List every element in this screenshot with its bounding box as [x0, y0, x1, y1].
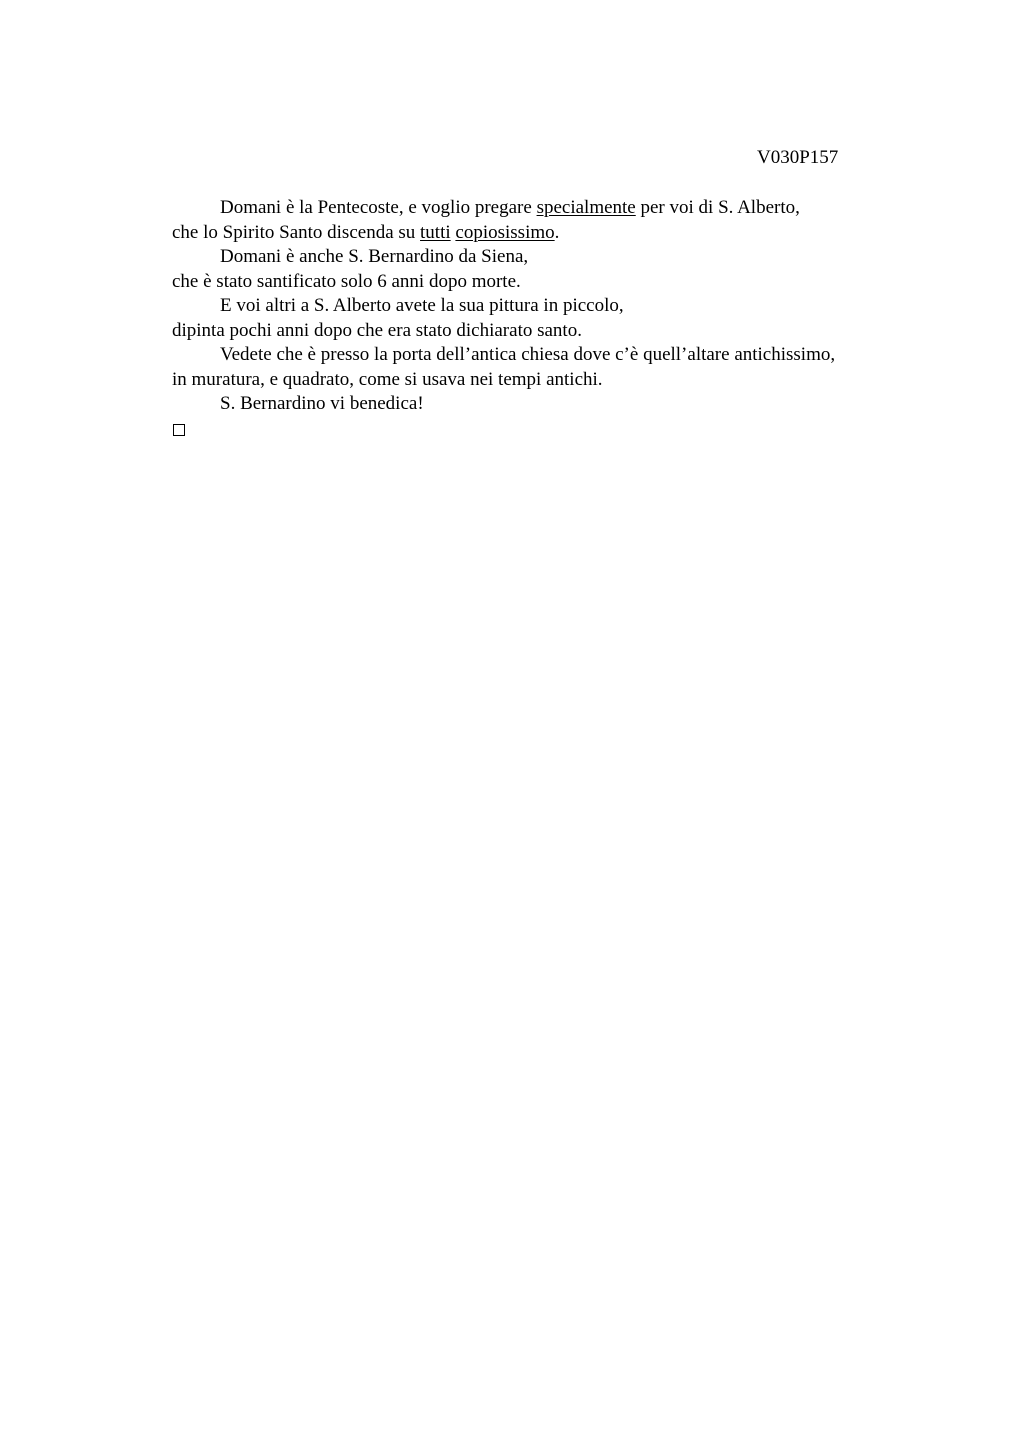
underlined-text: specialmente — [536, 197, 636, 218]
text-line — [172, 270, 912, 295]
text-segment: per voi di S. Alberto, — [635, 197, 800, 218]
underlined-text: copiosissimo — [455, 221, 555, 243]
text-segment: che è stato santificato solo 6 anni dopo morte. — [172, 270, 521, 292]
text-line — [172, 343, 912, 368]
underlined-text: tutti — [420, 221, 451, 243]
text-segment: Domani è anche S. Bernardino da Siena, — [220, 246, 529, 267]
paragraph-lines — [172, 196, 912, 417]
end-marker-line — [172, 417, 912, 442]
text-line — [172, 196, 912, 221]
text-segment: . — [554, 221, 560, 243]
text-segment: che lo Spirito Santo discenda su — [172, 221, 421, 243]
text-segment: in muratura, e quadrato, come si usava nei tempi antichi. — [172, 368, 603, 390]
text-segment: E voi altri a S. Alberto avete la sua pittura in piccolo, — [220, 295, 624, 316]
text-line — [172, 221, 912, 246]
text-line — [172, 294, 912, 319]
text-line — [172, 319, 912, 344]
text-segment: Domani è la Pentecoste, e voglio pregare — [220, 197, 537, 218]
text-segment: Vedete che è presso la porta dell’antica chiesa dove c’è quell’altare antichissimo, — [220, 344, 836, 365]
text-line — [172, 392, 912, 417]
letter-body — [172, 196, 912, 441]
text-segment: dipinta pochi anni dopo che era stato dichiarato santo. — [172, 319, 582, 341]
text-line — [172, 368, 912, 393]
page-identifier: V030P157 — [757, 147, 839, 168]
text-segment: S. Bernardino vi benedica! — [220, 393, 424, 414]
text-line — [172, 245, 912, 270]
empty-square-icon — [173, 424, 185, 436]
